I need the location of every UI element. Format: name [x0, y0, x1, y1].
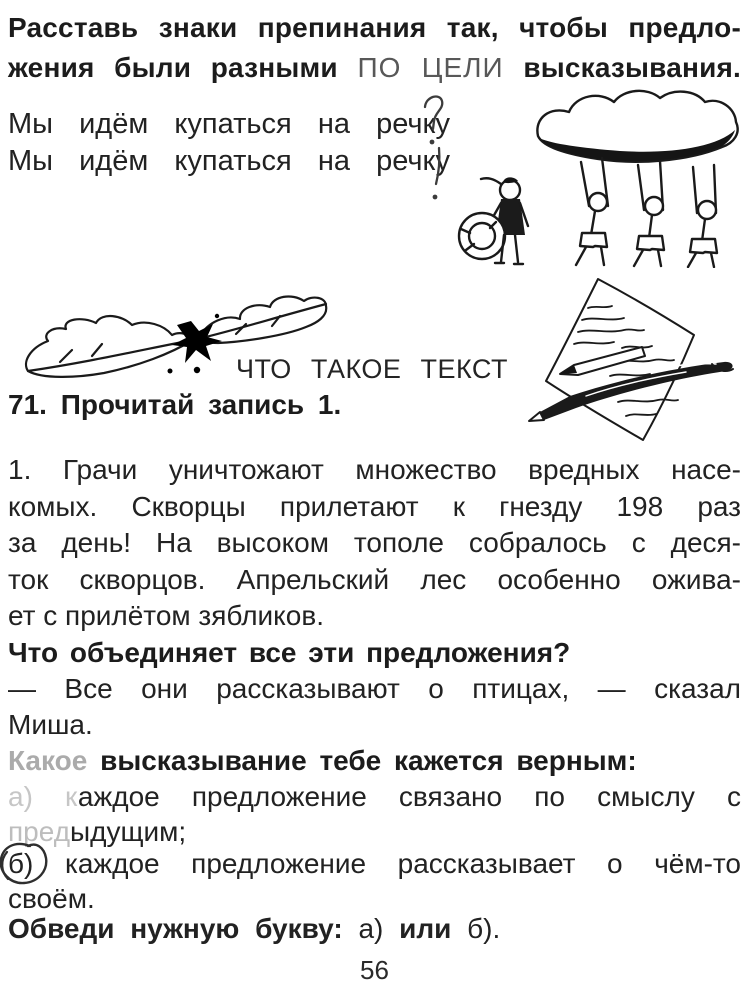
dialogue-line2: Миша. — [8, 709, 93, 740]
instruction-b: б). — [467, 913, 501, 944]
page-number: 56 — [360, 955, 389, 985]
task-intro-line2-b: высказывания. — [523, 52, 742, 83]
question-choice-faded: Какое — [8, 745, 88, 776]
task-intro-caps: ПО ЦЕЛИ — [357, 52, 504, 83]
sentence-1: Мы идём купаться на речку — [8, 108, 450, 140]
passage-line: ет с прилётом зябликов. — [8, 600, 324, 631]
circle-instruction — [8, 913, 500, 945]
instruction-a: а) — [358, 913, 384, 944]
option-a-letter: а) к — [8, 781, 78, 812]
dialogue — [8, 671, 741, 743]
passage — [8, 452, 741, 635]
option-b-letter: б) — [8, 848, 34, 879]
option-a — [8, 780, 741, 849]
option-a-text: аждое предложение связано по смыслу с — [77, 781, 741, 812]
task-intro-line2 — [8, 48, 741, 88]
passage-line: за день! На высоком тополе собралось с деся- — [8, 527, 741, 558]
sentence-2: Мы идём купаться на речку — [8, 145, 450, 177]
option-b — [8, 847, 741, 916]
task-intro — [8, 8, 741, 88]
question-union: Что объединяет все эти предложения? — [8, 637, 571, 668]
kids-boat-illustration — [448, 86, 748, 273]
question-choice — [8, 745, 741, 777]
option-a-line2 — [8, 815, 741, 850]
option-b-text: каждое предложение рассказывает о чём-то — [64, 848, 742, 879]
example-sentences — [8, 106, 450, 180]
option-b-letter-circled — [8, 847, 33, 882]
question-choice-rest: высказывание тебе кажется верным: — [100, 745, 637, 776]
option-b-line1 — [8, 847, 741, 882]
task-intro-line1: Расставь знаки препинания так, чтобы предло- — [8, 12, 741, 43]
option-b-line2: своём. — [8, 882, 95, 914]
section-heading: ЧТО ТАКОЕ ТЕКСТ — [236, 354, 508, 384]
handwritten-question-mark — [421, 92, 447, 152]
task-intro-line2-a: жения были разными — [8, 52, 338, 83]
dialogue-line1: — Все они рассказывают о птицах, — сказал — [8, 673, 741, 704]
passage-line: ток скворцов. Апрельский лес особенно ожива- — [8, 563, 741, 595]
passage-line: 1. Грачи уничтожают множество вредных насе- — [8, 454, 741, 485]
option-a-line1 — [8, 780, 741, 815]
option-a-line2-faded: пред — [8, 815, 71, 847]
passage-line: комых. Скворцы прилетают к гнезду 198 раз — [8, 490, 741, 522]
note-pens-illustration — [526, 274, 746, 451]
handwritten-exclamation-mark — [430, 145, 444, 205]
option-a-line2-rest: ыдущим; — [70, 815, 187, 847]
instruction-or: или — [399, 913, 452, 944]
instruction-lead: Обведи нужную букву: — [8, 913, 343, 944]
exercise-label: 71. Прочитай запись 1. — [8, 389, 342, 420]
